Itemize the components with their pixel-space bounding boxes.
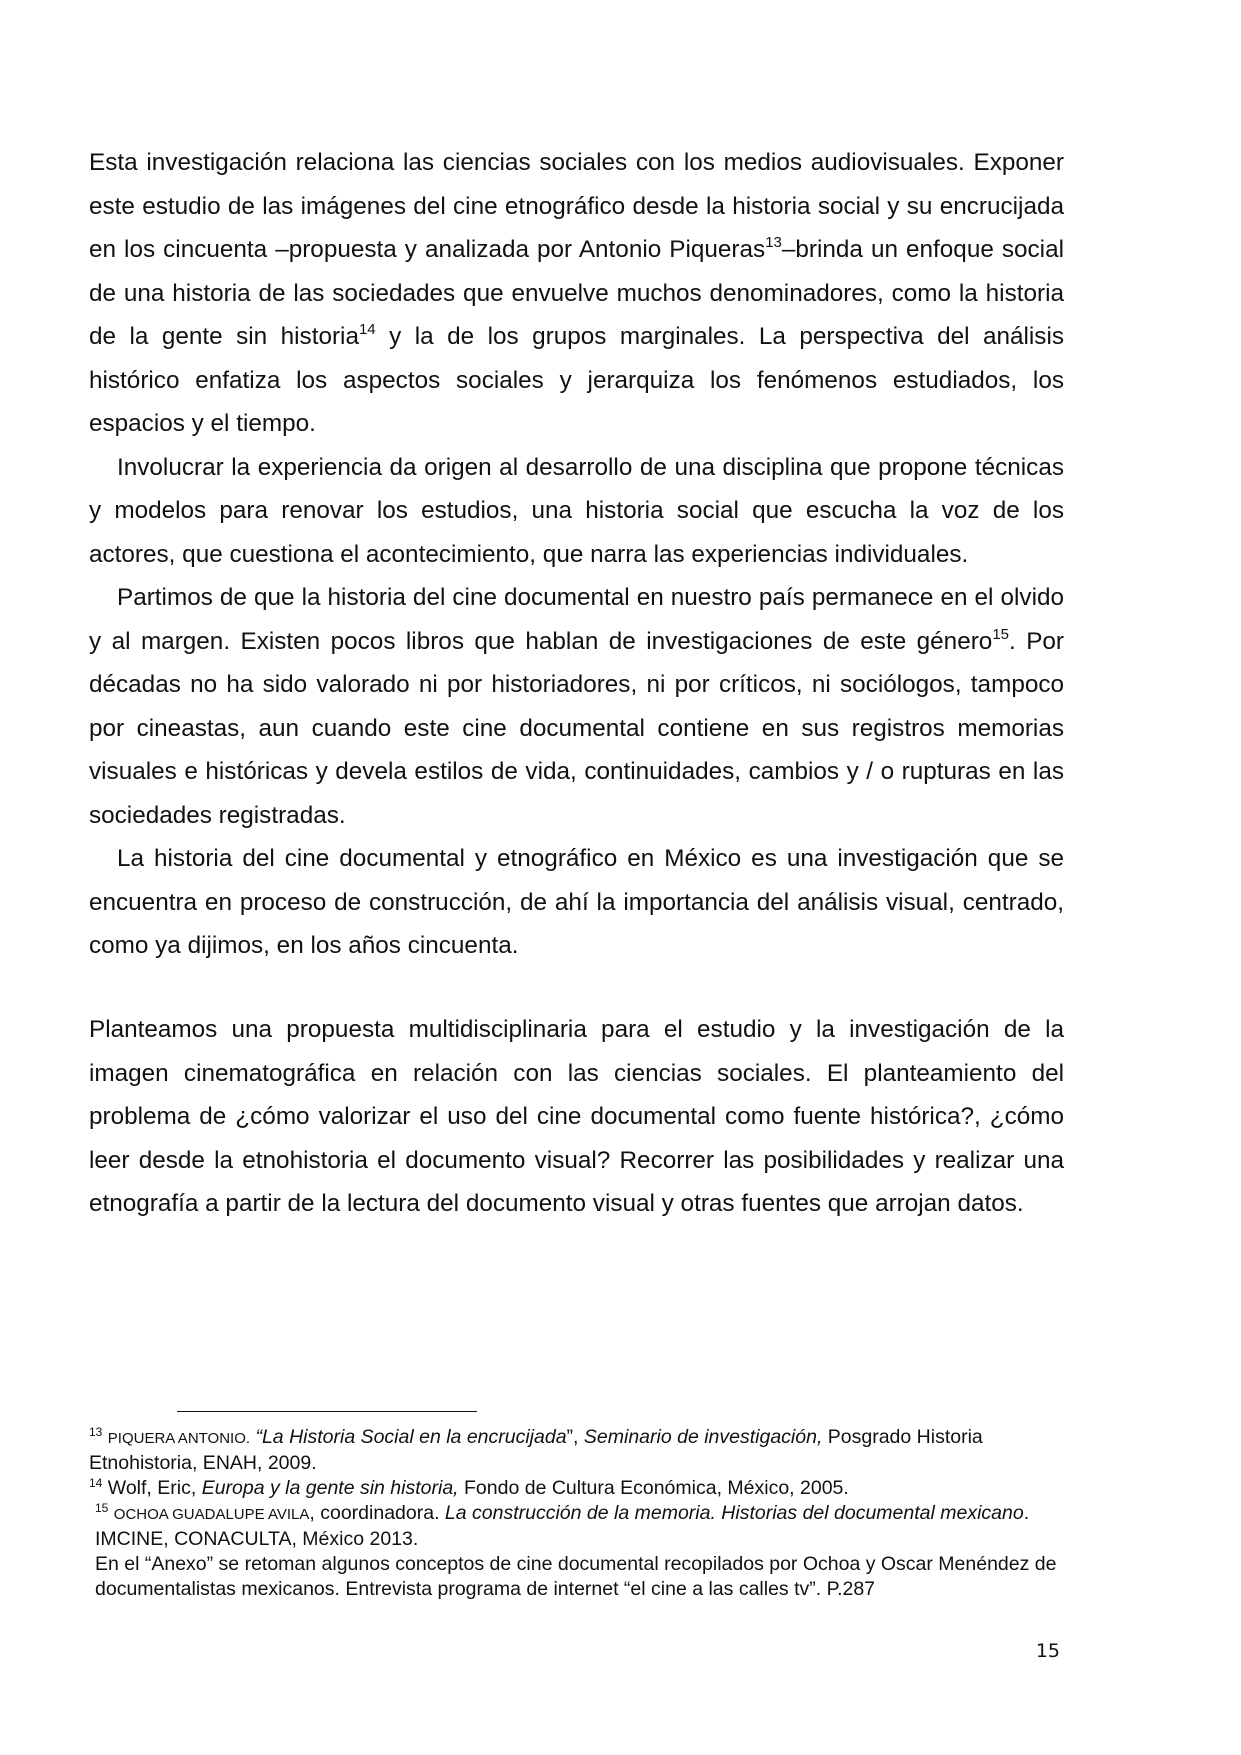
paragraph-1-part-c: y la de los grupos marginales. La perspectiva del análisis histórico enfatiza los aspectos sociales y jerarquiza los fenómenos estudiados, los espacios y el tiempo.	[89, 323, 1064, 437]
footnote-separator	[177, 1411, 477, 1412]
paragraph-3	[89, 576, 1064, 837]
footnote-annex-note: En el “Anexo” se retoman algunos conceptos de cine documental recopilados por Ochoa y Oscar Menéndez de documentalistas mexicanos. Entrevista programa de internet “el cine a las calles tv”. P.287	[95, 1553, 1057, 1600]
footnote-13-mid: ”,	[566, 1426, 584, 1448]
footnote-13-series: Seminario de investigación,	[583, 1426, 823, 1448]
footnote-ref-15[interactable]: 15	[992, 625, 1009, 643]
footnote-13-number: 13	[89, 1425, 103, 1439]
paragraph-1-part-a: Esta investigación relaciona las ciencias sociales con los medios audiovisuales. Exponer este estudio de las imágenes del cine etnográfico desde la historia social y su encrucijada en los cincuenta –propuesta y analizada por Antonio Piqueras	[89, 149, 1064, 263]
body-text-section-1	[89, 141, 1064, 968]
footnote-13	[89, 1425, 1064, 1476]
paragraph-3-part-b: . Por décadas no ha sido valorado ni por historiadores, ni por críticos, ni sociólogos, tampoco por cineastas, aun cuando este cine documental contiene en sus registros memorias visuales e históricas y devela estilos de vida, continuidades, cambios y / o rupturas en las sociedades registradas.	[89, 627, 1065, 829]
paragraph-3-part-a: Partimos de que la historia del cine documental en nuestro país permanece en el olvido y al margen. Existen pocos libros que hablan de investigaciones de este género	[89, 584, 1064, 655]
paragraph-5: Planteamos una propuesta multidisciplinaria para el estudio y la investigación de la imagen cinematográfica en relación con las ciencias sociales. El planteamiento del problema de ¿cómo valorizar el uso del cine documental como fuente histórica?, ¿cómo leer desde la etnohistoria el documento visual? Recorrer las posibilidades y realizar una etnografía a partir de la lectura del documento visual y otras fuentes que arrojan datos.	[89, 1016, 1064, 1217]
footnote-14-title: Europa y la gente sin historia,	[201, 1477, 459, 1499]
footnote-14	[89, 1476, 1064, 1501]
footnote-15-rest: . IMCINE, CONACULTA, México 2013.	[95, 1502, 1030, 1550]
paragraph-2: Involucrar la experiencia da origen al desarrollo de una disciplina que propone técnicas y modelos para renovar los estudios, una historia social que escucha la voz de los actores, que cuestiona el acontecimiento, que narra las experiencias individuales.	[89, 453, 1064, 568]
footnote-13-title: “La Historia Social en la encrucijada	[255, 1426, 567, 1448]
footnote-ref-13[interactable]: 13	[765, 234, 782, 251]
paragraph-1	[89, 141, 1064, 446]
footnote-15-role: , coordinadora.	[309, 1502, 445, 1524]
paragraph-4: La historia del cine documental y etnográfico en México es una investigación que se encuentra en proceso de construcción, de ahí la importancia del análisis visual, centrado, como ya dijimos, en los años cincuenta.	[89, 845, 1064, 959]
footnotes	[89, 1425, 1064, 1602]
footnote-15	[89, 1501, 1064, 1552]
body-text-section-2	[89, 1008, 1064, 1226]
footnote-14-number: 14	[89, 1476, 103, 1490]
footnote-ref-14[interactable]: 14	[358, 321, 376, 338]
paragraph-1-part-b: –brinda un enfoque social de una historia de las sociedades que envuelve muchos denominadores, como la historia de la gente sin historia	[89, 236, 1064, 350]
footnote-14-rest: Fondo de Cultura Económica, México, 2005.	[458, 1477, 849, 1499]
footnote-15-number: 15	[95, 1501, 109, 1515]
footnote-13-rest: Posgrado Historia Etnohistoria, ENAH, 2009.	[89, 1426, 983, 1474]
footnote-15-author: OCHOA GUADALUPE AVILA	[113, 1506, 310, 1523]
footnote-14-author: Wolf, Eric,	[102, 1477, 202, 1499]
footnote-13-author: PIQUERA ANTONIO.	[107, 1430, 251, 1447]
footnote-15-title: La construcción de la memoria. Historias del documental mexicano	[444, 1502, 1024, 1524]
page-number: 15	[1035, 1640, 1060, 1662]
